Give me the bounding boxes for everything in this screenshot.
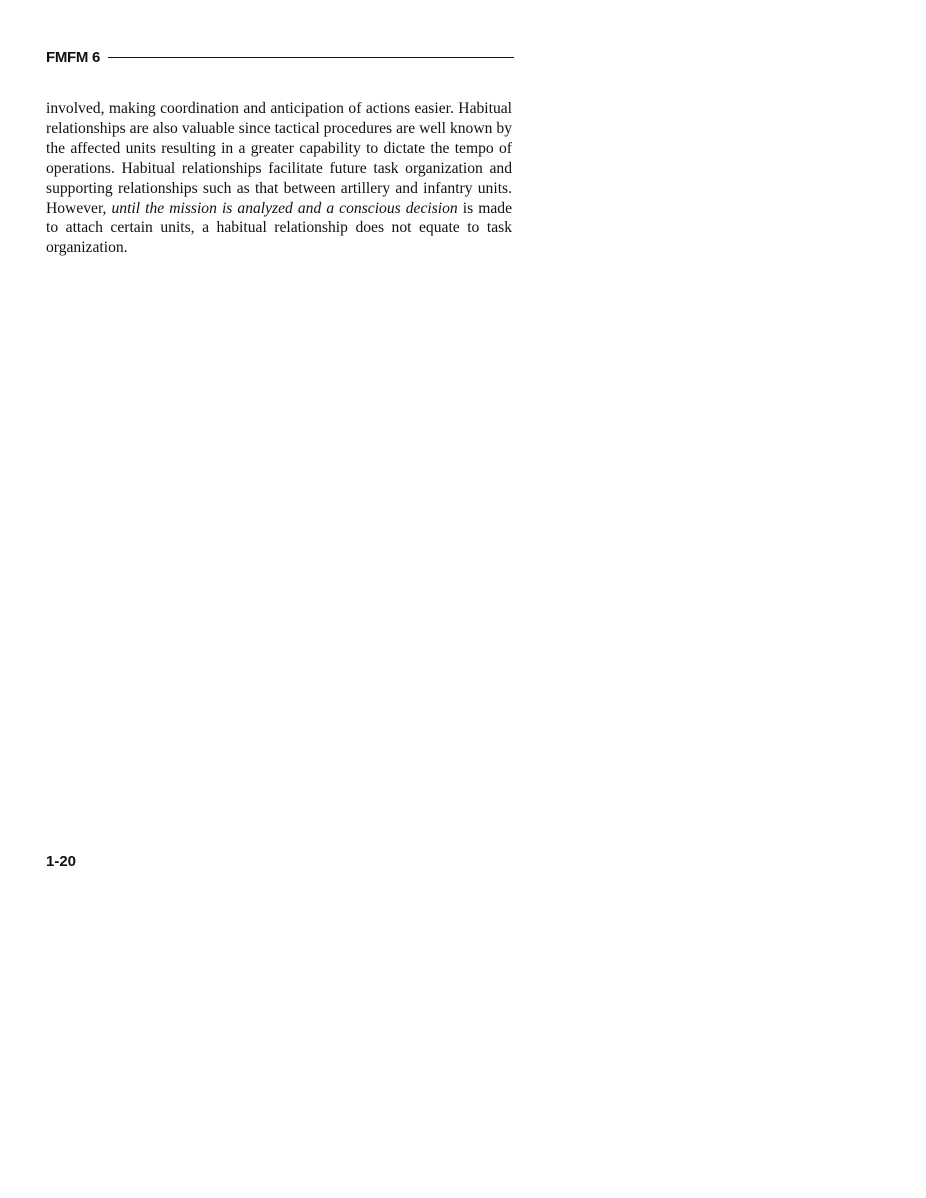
page-number: 1-20 — [46, 853, 77, 870]
paragraph-emphasis: until the mission is analyzed and a conscious decision — [111, 199, 458, 217]
body-paragraph — [46, 99, 512, 258]
running-header — [46, 46, 514, 68]
header-label: FMFM 6 — [46, 48, 101, 66]
paragraph-text-end: is made to attach certain units, a habitual relationship does not equate to task organization. — [46, 199, 512, 257]
paragraph-text-start: involved, making coordination and anticipation of actions easier. Habitual relationships are also valuable since tactical procedures are well known by the affected units resulting in a greater capability to dictate the tempo of operations. Habitual relationships facilitate future task organization and supporting relationships such as that between artillery and infantry units. However, — [46, 100, 512, 217]
header-rule — [108, 57, 514, 58]
